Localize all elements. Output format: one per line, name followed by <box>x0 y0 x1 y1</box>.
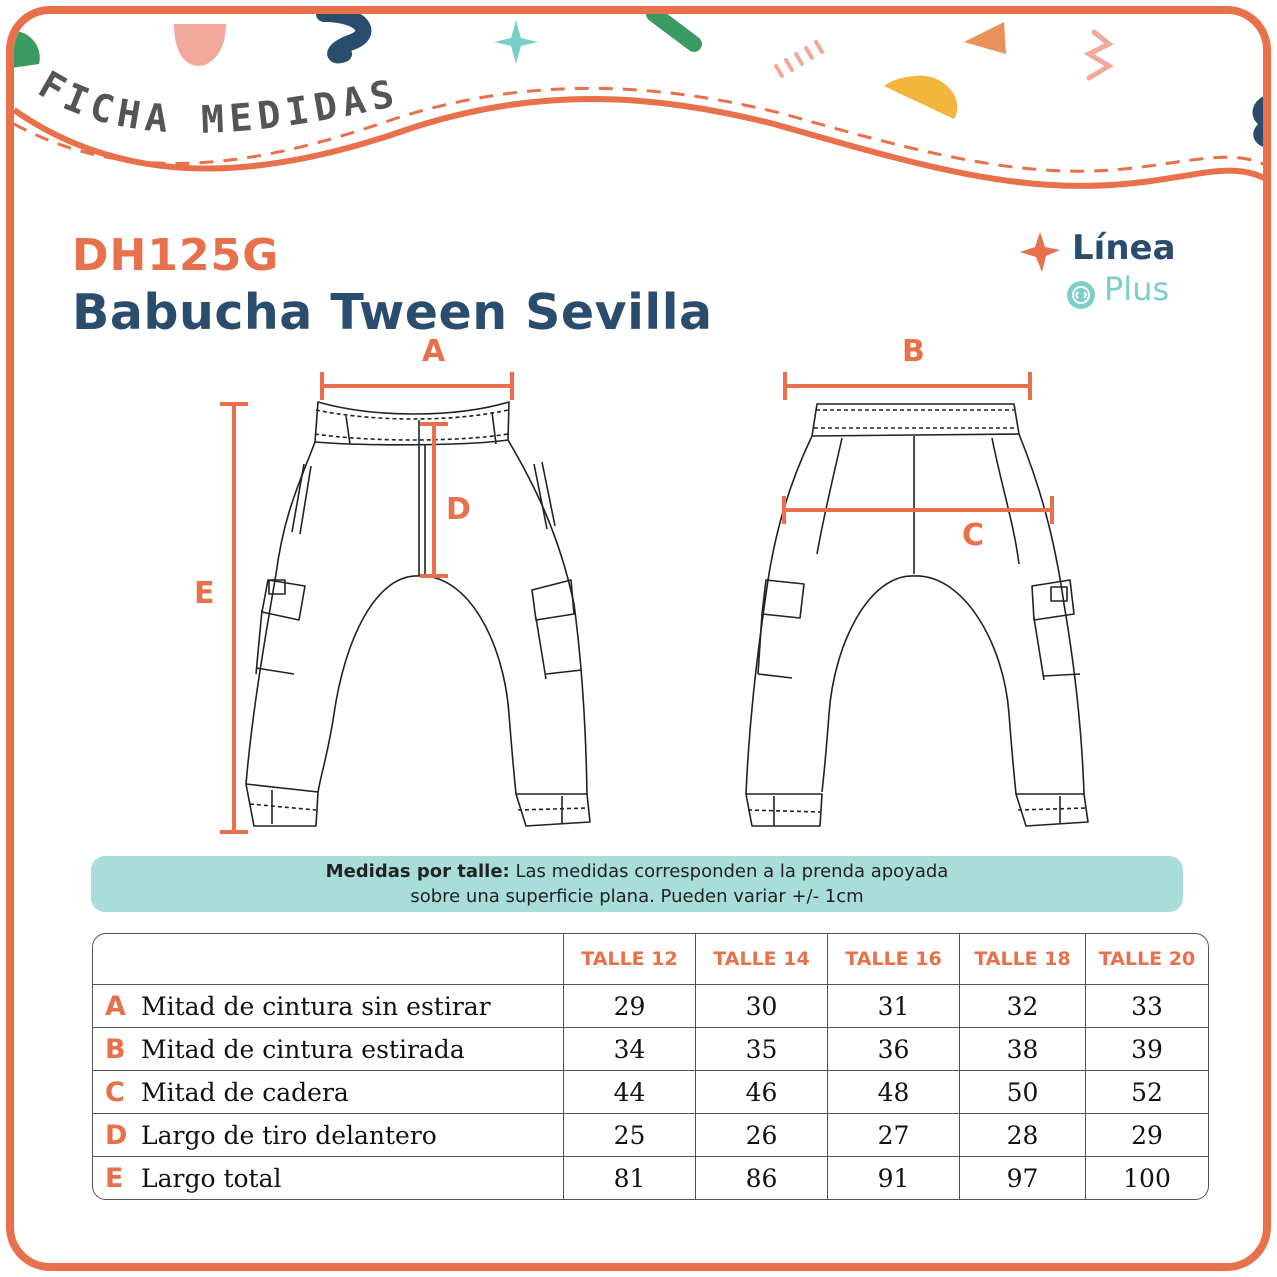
table-cell: 36 <box>828 1028 960 1071</box>
table-row <box>93 1028 1208 1071</box>
note-bold: Medidas por talle: <box>325 861 510 882</box>
table-row <box>93 1114 1208 1157</box>
header-talle-16: TALLE 16 <box>828 934 960 985</box>
label-a: A <box>422 334 446 369</box>
garment-diagram <box>14 14 1271 854</box>
table-cell: 48 <box>828 1071 960 1114</box>
table-cell: 29 <box>564 985 696 1028</box>
row-label-text: Largo total <box>141 1163 282 1193</box>
table-row <box>93 985 1208 1028</box>
product-name: Babucha Tween Sevilla <box>72 284 713 341</box>
note-text-2: sobre una superficie plana. Pueden variar +/- 1cm <box>410 886 864 907</box>
product-code: DH125G <box>72 230 280 281</box>
table-cell: 27 <box>828 1114 960 1157</box>
header-talle-20: TALLE 20 <box>1086 934 1208 985</box>
row-letter: D <box>105 1119 128 1151</box>
row-label-text: Mitad de cintura estirada <box>141 1034 465 1064</box>
header-empty <box>93 934 564 985</box>
table-cell: 50 <box>960 1071 1086 1114</box>
table-cell: 32 <box>960 985 1086 1028</box>
table-cell: 31 <box>828 985 960 1028</box>
brand-line-text: Línea <box>1072 228 1176 268</box>
table-cell: 44 <box>564 1071 696 1114</box>
table-cell: 100 <box>1123 1163 1171 1193</box>
row-label-text: Largo de tiro delantero <box>141 1120 437 1150</box>
row-label <box>93 985 564 1028</box>
table-cell: 25 <box>564 1114 696 1157</box>
row-letter: C <box>105 1076 125 1108</box>
measurement-note <box>91 856 1183 912</box>
row-label <box>93 1114 564 1157</box>
row-letter: E <box>105 1162 124 1194</box>
brand-plus-text: Plus <box>1104 270 1170 308</box>
row-label <box>93 1028 564 1071</box>
table-row <box>93 1157 1208 1199</box>
table-cell: 81 <box>564 1157 696 1199</box>
table-cell: 30 <box>696 985 828 1028</box>
row-label <box>93 1157 564 1199</box>
row-label <box>93 1071 564 1114</box>
label-b: B <box>902 334 925 369</box>
row-label-text: Mitad de cintura sin estirar <box>141 991 491 1021</box>
row-letter: B <box>105 1033 126 1065</box>
row-label-text: Mitad de cadera <box>141 1077 349 1107</box>
header-talle-12: TALLE 12 <box>564 934 696 985</box>
table-cell: 39 <box>1086 1028 1208 1071</box>
table-cell: 33 <box>1086 985 1208 1028</box>
size-table <box>92 933 1209 1200</box>
label-e: E <box>194 576 215 611</box>
table-cell: 91 <box>828 1157 960 1199</box>
table-cell: 28 <box>960 1114 1086 1157</box>
banner-title: FICHA MEDIDAS <box>31 62 404 142</box>
table-header-row <box>93 934 1208 985</box>
table-cell: 35 <box>696 1028 828 1071</box>
row-letter: A <box>105 990 126 1022</box>
front-view <box>246 402 590 826</box>
label-c: C <box>962 518 985 553</box>
table-cell: 29 <box>1086 1114 1208 1157</box>
header-talle-18: TALLE 18 <box>960 934 1086 985</box>
header-talle-14: TALLE 14 <box>696 934 828 985</box>
table-cell: 86 <box>696 1157 828 1199</box>
table-cell: 97 <box>960 1157 1086 1199</box>
table-row <box>93 1071 1208 1114</box>
label-d: D <box>446 492 471 527</box>
table-cell: 26 <box>696 1114 828 1157</box>
back-view <box>746 404 1088 826</box>
table-cell: 52 <box>1086 1071 1208 1114</box>
note-text-1: Las medidas corresponden a la prenda apoyada <box>509 861 949 882</box>
table-cell: 34 <box>564 1028 696 1071</box>
table-cell: 46 <box>696 1071 828 1114</box>
table-cell: 38 <box>960 1028 1086 1071</box>
